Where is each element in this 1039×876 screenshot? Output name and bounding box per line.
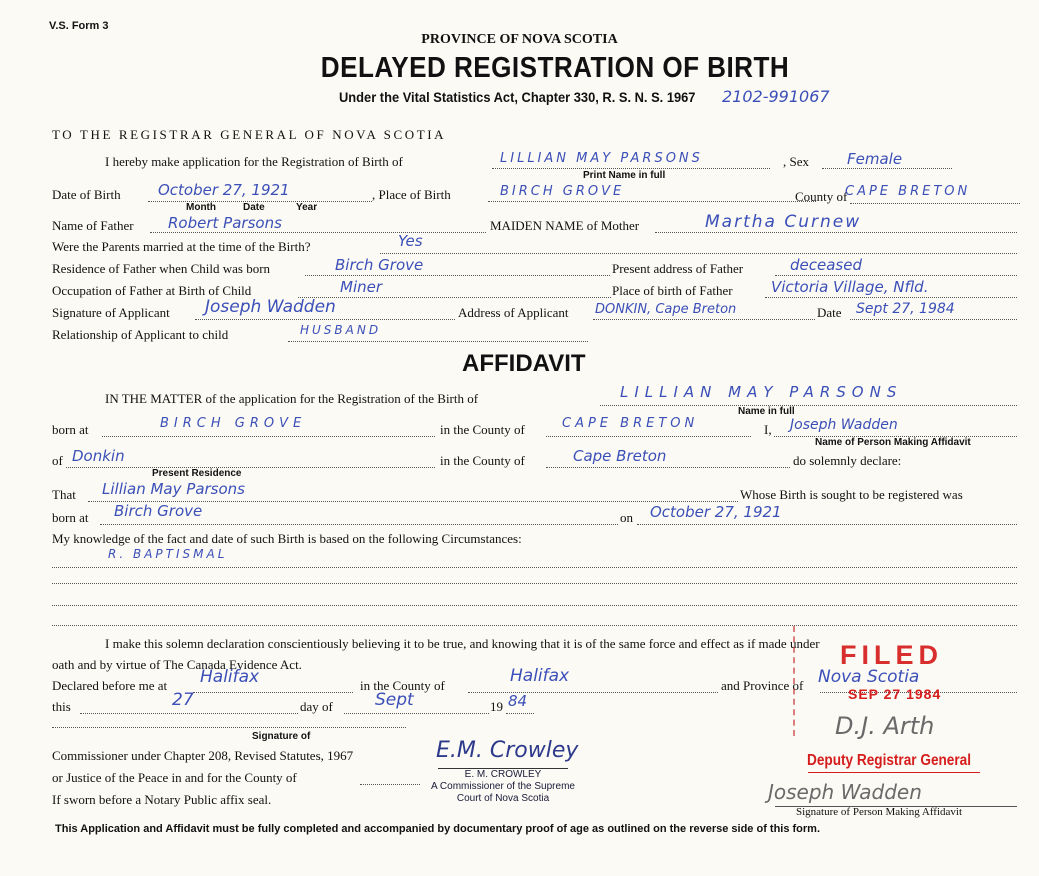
born-at2-value[interactable]: Birch Grove: [114, 502, 203, 520]
residence-father-value[interactable]: Birch Grove: [335, 256, 424, 274]
month-hint: Month: [186, 202, 216, 213]
form-subtitle: Under the Vital Statistics Act, Chapter 330, R. S. N. S. 1967: [339, 89, 696, 105]
address-applicant-value[interactable]: DONKIN, Cape Breton: [595, 302, 737, 317]
declared-value[interactable]: Halifax: [200, 667, 260, 687]
perforation-mark: [793, 626, 795, 736]
year-value[interactable]: 84: [508, 692, 528, 710]
occupation-value[interactable]: Miner: [340, 278, 383, 296]
born-at2-label: born at: [52, 510, 89, 525]
present-residence-hint: Present Residence: [152, 468, 242, 479]
whose-label: Whose Birth is sought to be registered was: [740, 487, 963, 502]
province-heading: PROVINCE OF NOVA SCOTIA: [421, 32, 618, 47]
circumstances-value[interactable]: R. BAPTISMAL: [108, 547, 228, 561]
relationship-label: Relationship of Applicant to child: [52, 327, 229, 342]
born-at-value[interactable]: BIRCH GROVE: [160, 416, 307, 431]
that-value[interactable]: Lillian May Parsons: [102, 480, 245, 498]
commissioner-title-2: Court of Nova Scotia: [456, 793, 550, 804]
birthplace-father-value[interactable]: Victoria Village, Nfld.: [771, 278, 929, 296]
address-applicant-label: Address of Applicant: [458, 305, 569, 320]
day-label: day of: [300, 699, 333, 714]
place-birth-label: , Place of Birth: [372, 187, 451, 202]
to-registrar: TO THE REGISTRAR GENERAL OF NOVA SCOTIA: [52, 127, 447, 142]
footer-note: This Application and Affidavit must be fully completed and accompanied by documentary proof of age as outlined on the reverse side of this form.: [55, 823, 821, 835]
on-label: on: [620, 510, 633, 525]
province-label: and Province of: [721, 678, 804, 693]
father-label: Name of Father: [52, 218, 134, 233]
that-label: That: [52, 487, 76, 502]
filed-date-stamp: SEP 27 1984: [848, 686, 942, 702]
county2-value[interactable]: Cape Breton: [573, 447, 667, 465]
date-hint: Date: [243, 202, 265, 213]
registration-number: 2102-991067: [722, 87, 830, 106]
present-address-value[interactable]: deceased: [790, 256, 862, 274]
this-label: this: [52, 699, 71, 714]
deputy-signature: D.J. Arth: [835, 712, 935, 740]
date-value[interactable]: Sept 27, 1984: [856, 301, 955, 317]
signature-applicant-value[interactable]: Joseph Wadden: [205, 297, 336, 317]
justice-line: or Justice of the Peace in and for the County of: [52, 770, 297, 785]
on-value[interactable]: October 27, 1921: [650, 503, 782, 521]
mother-label: MAIDEN NAME of Mother: [490, 218, 640, 233]
year-prefix: 19: [490, 699, 503, 714]
of-label: of: [52, 453, 63, 468]
declaration-line-2: oath and by virtue of The Canada Evidence Act.: [52, 657, 302, 672]
province-value[interactable]: Nova Scotia: [818, 667, 920, 687]
intro-label: I hereby make application for the Registration of Birth of: [105, 154, 403, 169]
commissioner-signature: E.M. Crowley: [436, 738, 579, 763]
county-affidavit-value[interactable]: CAPE BRETON: [562, 416, 699, 431]
date-label: Date: [817, 305, 842, 320]
declared-label: Declared before me at: [52, 678, 168, 693]
county3-value[interactable]: Halifax: [510, 666, 570, 686]
notary-line: If sworn before a Notary Public affix seal.: [52, 792, 272, 807]
this-value[interactable]: 27: [172, 690, 194, 710]
name-full-hint: Name in full: [738, 406, 795, 417]
year-hint: Year: [296, 202, 318, 213]
present-address-label: Present address of Father: [612, 261, 744, 276]
relationship-value[interactable]: HUSBAND: [300, 323, 382, 337]
dob-value[interactable]: October 27, 1921: [158, 181, 290, 199]
affiant-hint: Name of Person Making Affidavit: [815, 437, 971, 448]
matter-value[interactable]: LILLIAN MAY PARSONS: [620, 383, 903, 401]
day-value[interactable]: Sept: [375, 690, 414, 710]
sex-label: , Sex: [783, 154, 809, 169]
commissioner-title-1: A Commissioner of the Supreme: [431, 781, 575, 792]
print-name-hint: Print Name in full: [583, 170, 666, 181]
form-number: V.S. Form 3: [49, 20, 109, 32]
occupation-label: Occupation of Father at Birth of Child: [52, 283, 252, 298]
birthplace-father-label: Place of birth of Father: [612, 283, 733, 298]
of-value[interactable]: Donkin: [72, 447, 125, 465]
born-at-label: born at: [52, 422, 89, 437]
father-value[interactable]: Robert Parsons: [168, 214, 282, 232]
affiant-signature: Joseph Wadden: [768, 780, 922, 804]
i-value[interactable]: Joseph Wadden: [790, 417, 898, 433]
county2-label: in the County of: [440, 453, 525, 468]
form-title: DELAYED REGISTRATION OF BIRTH: [320, 52, 790, 84]
county-value[interactable]: CAPE BRETON: [845, 184, 971, 199]
commissioner-line: Commissioner under Chapter 208, Revised Statutes, 1967: [52, 748, 354, 763]
sex-value[interactable]: Female: [847, 150, 903, 168]
deputy-registrar-title: Deputy Registrar General: [807, 752, 972, 769]
county-label: County of: [795, 189, 848, 204]
commissioner-stamp: [418, 768, 588, 805]
filed-stamp: FILED: [840, 640, 943, 670]
signature-applicant-label: Signature of Applicant: [52, 305, 170, 320]
declaration-line-1: I make this solemn declaration conscientiously believing it to be true, and knowing that it is of the same force and effect as if made under: [105, 636, 820, 651]
county3-label: in the County of: [360, 678, 445, 693]
dob-label: Date of Birth: [52, 187, 121, 202]
matter-label: IN THE MATTER of the application for the Registration of the Birth of: [105, 391, 479, 406]
knowledge-label: My knowledge of the fact and date of such Birth is based on the following Circumstances:: [52, 531, 522, 546]
married-label: Were the Parents married at the time of the Birth?: [52, 239, 311, 254]
county-affidavit-label: in the County of: [440, 422, 525, 437]
child-name-value[interactable]: LILLIAN MAY PARSONS: [500, 151, 703, 166]
commissioner-name: E. M. CROWLEY: [438, 768, 568, 781]
married-value[interactable]: Yes: [398, 232, 423, 250]
declare-label: do solemnly declare:: [793, 453, 902, 468]
affiant-signature-hint: Signature of Person Making Affidavit: [796, 806, 962, 818]
affidavit-heading: AFFIDAVIT: [462, 350, 586, 377]
i-label: I,: [764, 422, 772, 437]
mother-value[interactable]: Martha Curnew: [705, 212, 862, 232]
place-birth-value[interactable]: BIRCH GROVE: [500, 184, 625, 199]
signature-of-hint: Signature of: [252, 731, 311, 742]
residence-father-label: Residence of Father when Child was born: [52, 261, 271, 276]
